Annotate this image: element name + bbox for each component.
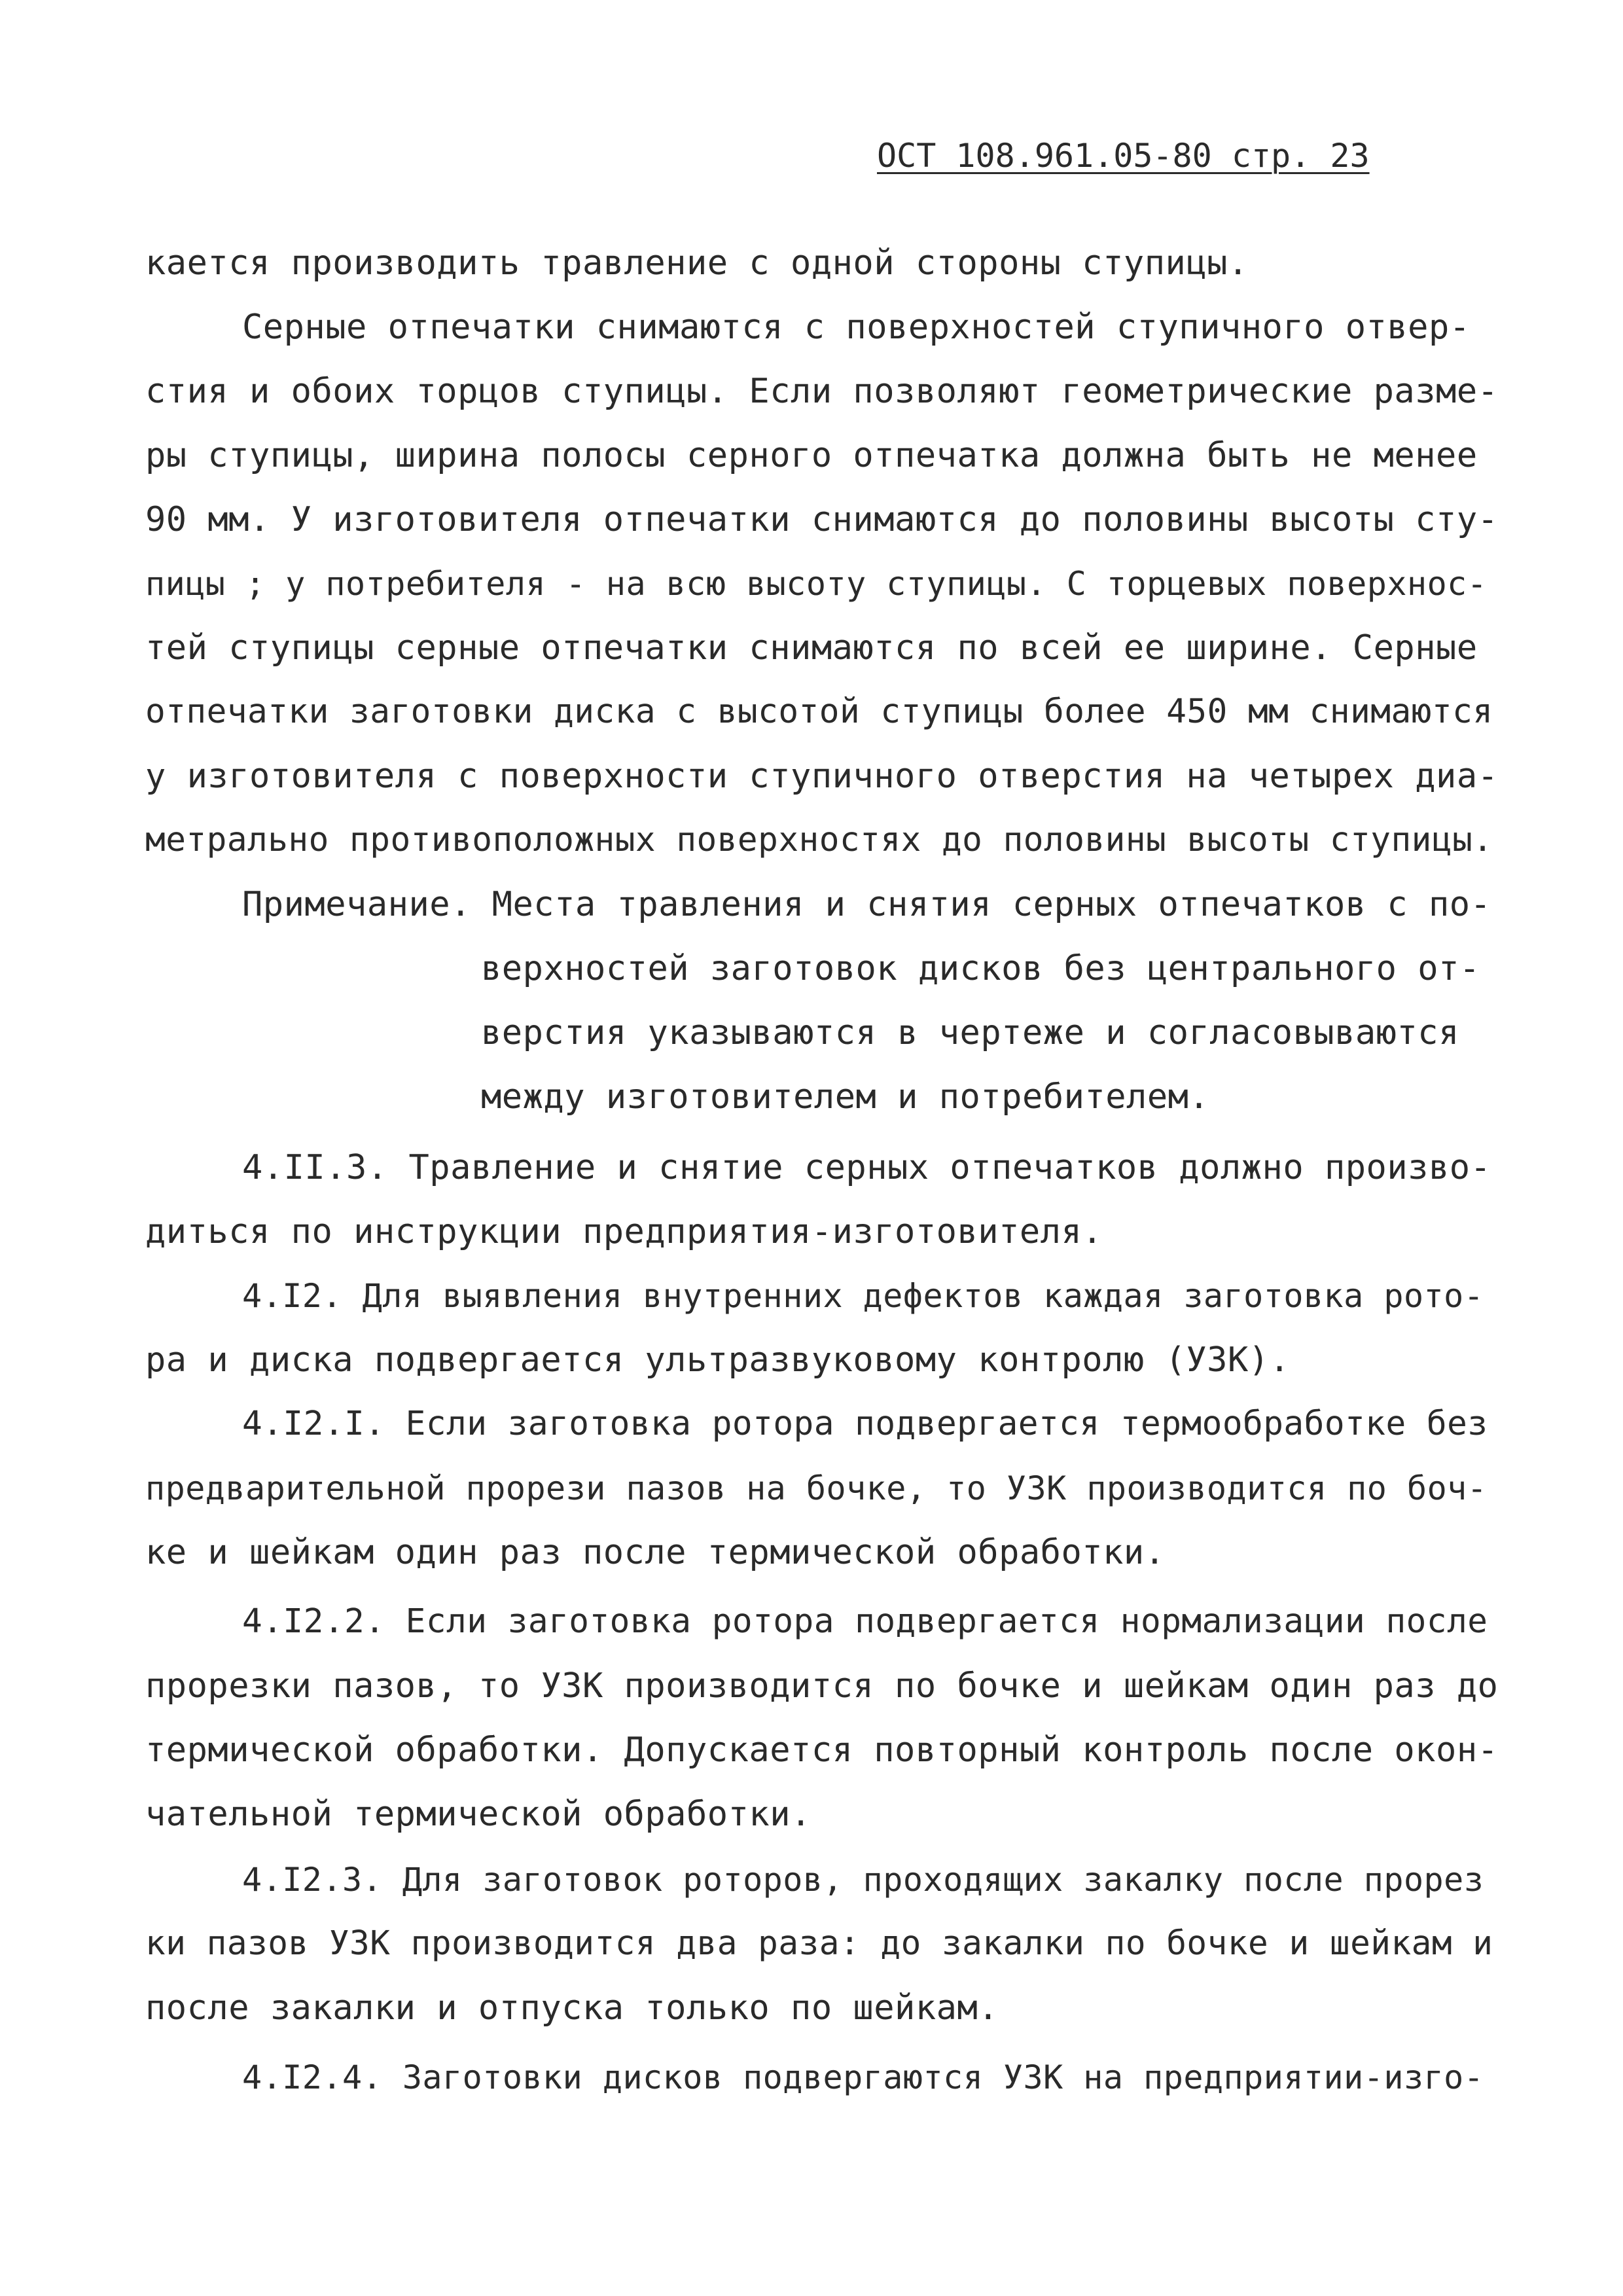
text-line: 4.I2. Для выявления внутренних дефектов каждая заготовка рото- xyxy=(242,1277,1484,1315)
text-line: термической обработки. Допускается повторный контроль после окон- xyxy=(145,1731,1499,1770)
text-line: диться по инструкции предприятия-изготовителя. xyxy=(145,1212,1103,1251)
note-line: Примечание. Места травления и снятия серных отпечатков с по- xyxy=(242,885,1491,924)
note-line: верхностей заготовок дисков без центрального от- xyxy=(481,949,1480,988)
note-line: верстия указываются в чертеже и согласовываются xyxy=(481,1013,1459,1052)
text-line: у изготовителя с поверхности ступичного отверстия на четырех диа- xyxy=(145,757,1499,796)
text-line: стия и обоих торцов ступицы. Если позволяют геометрические разме- xyxy=(145,372,1499,411)
text-line: пицы ; у потребителя - на всю высоту ступицы. С торцевых поверхнос- xyxy=(145,565,1488,603)
text-line: ке и шейкам один раз после термической обработки. xyxy=(145,1533,1166,1572)
text-line: метрально противоположных поверхностях до половины высоты ступицы. xyxy=(145,821,1493,859)
text-line: 4.I2.4. Заготовки дисков подвергаются УЗК на предприятии-изго- xyxy=(242,2058,1484,2096)
text-line: кается производить травление с одной стороны ступицы. xyxy=(145,243,1249,283)
text-line: предварительной прорези пазов на бочке, то УЗК производится по боч- xyxy=(145,1469,1488,1507)
text-line: отпечатки заготовки диска с высотой ступицы более 450 мм снимаются xyxy=(145,692,1493,731)
text-line: тей ступицы серные отпечатки снимаются по всей ее ширине. Серные xyxy=(145,628,1478,668)
text-line: прорезки пазов, то УЗК производится по бочке и шейкам один раз до xyxy=(145,1666,1499,1706)
text-line: 90 мм. У изготовителя отпечатки снимаются до половины высоты сту- xyxy=(145,500,1499,539)
text-line: 4.I2.3. Для заготовок роторов, проходящих закалку после прорез xyxy=(242,1861,1484,1899)
document-header: ОСТ 108.961.05-80 стр. 23 xyxy=(877,137,1370,175)
text-line: Серные отпечатки снимаются с поверхностей ступичного отвер- xyxy=(242,308,1471,347)
text-line: ры ступицы, ширина полосы серного отпечатка должна быть не менее xyxy=(145,436,1478,475)
text-line: 4.I2.I. Если заготовка ротора подвергается термообработке без xyxy=(242,1405,1488,1443)
text-line: ра и диска подвергается ультразвуковому контролю (УЗК). xyxy=(145,1340,1291,1380)
text-line: чательной термической обработки. xyxy=(145,1795,812,1834)
text-line: 4.II.3. Травление и снятие серных отпечатков должно произво- xyxy=(242,1148,1491,1187)
note-line: между изготовителем и потребителем. xyxy=(481,1077,1210,1117)
text-line: ки пазов УЗК производится два раза: до закалки по бочке и шейкам и xyxy=(145,1924,1493,1963)
text-line: после закалки и отпуска только по шейкам. xyxy=(145,1988,999,2028)
text-line: 4.I2.2. Если заготовка ротора подвергается нормализации после xyxy=(242,1602,1488,1641)
